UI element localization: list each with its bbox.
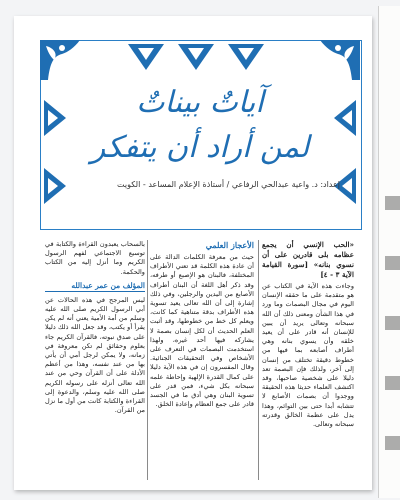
article-body-text: ليس المرجح في هذه الحالات عن أبي الرسول الكريم صلى الله عليه وسلم من أمة الأمية يعني أنه لم يكن يقرأ أو يكتب، وقد جعل الله ذلك دليلا على صدق نبوته، فالقرآن الكريم جاء بعلوم وحقائق لم تكن معروفة في زمانه، ولا يمكن لرجل أمي أن يأتي بها من عند نفسه، وهذا من أعظم الأدلة على أن القرآن وحي من عند الله تعالى أنزله على رسوله الكريم صلى الله عليه وسلم، والدعوة إلى القراءة والكتابة كانت من أول ما نزل من القرآن.: [45, 295, 145, 415]
article-title-line2: لمن أراد أن يتفكر: [90, 130, 310, 165]
article-body-text: وجاءت هذه الآية في الكتاب عن هو متقدمة على ما حققه الإنسان اليوم في مجال البصمات وما ورد في هذا الشأن ومعنى ذلك أن الله سبحانه وتعالى يريد أن يبين للإنسان أنه قادر على أن يعيد خلقه وأن يسوي بنانه وهي أطراف أصابعه بما فيها من خطوط دقيقة تختلف من إنسان إلى آخر، ولذلك فإن البصمة تعد دليلا على شخصية صاحبها، وقد اكتشف العلماء حديثا هذه الحقيقة ووجدوا أن بصمات الأصابع لا تتشابه أبدا حتى بين التوائم، وهذا يدل على عظمة الخالق وقدرته سبحانه وتعالى.: [262, 282, 354, 429]
article-body-text: حيث من معرفة الكلمات الدالة على أن عادة هذه الكلمة قد تعني الأطراف المختلفة، فالبنان هو الإصبع أو طرفه، وقد ذكر أهل اللغة أن البنان أطراف الأصابع من اليدين والرجلين، وفي ذلك إشارة إلى أن الله تعالى يعيد تسوية هذه الأطراف بدقة متناهية كما كانت، ويعلم كل خط من خطوطها، وقد أثبت العلم الحديث أن لكل إنسان بصمة لا يشاركه فيها أحد غيره، ولهذا استخدمت البصمات في التعرف على الأشخاص وفي التحقيقات الجنائية. وقال المفسرون إن في هذه الآية دليلا على كمال القدرة الإلهية وإحاطة علمه سبحانه بكل شيء، فمن قدر على تسوية البنان وهي أدق ما في الجسد قادر على جمع العظام وإعادة الخلق.: [150, 253, 254, 409]
section-heading: الأعجاز العلمي: [205, 240, 254, 250]
article-column-2: [150, 240, 254, 480]
article-body-text: بالسحاب يعبدون القراءة والكتابة في توسيع الاجتماعي لفهم الرسول الكريم وما أنزل إليه من الكتاب والحكمة.: [45, 240, 145, 276]
ornament-top-motif-icon: [228, 44, 264, 70]
adjacent-page-edge: [378, 6, 400, 498]
column-divider: [258, 240, 259, 480]
ornament-left-motif-icon: [44, 168, 66, 204]
article-byline: إعداد: د. واعية عبدالحي الرفاعي / أستاذة الإعلام المساعد - الكويت: [117, 180, 340, 189]
ornament-top-right-icon: [320, 40, 360, 80]
section-subheading: المؤلف من عمر عبدالله: [45, 281, 145, 292]
ornament-top-motif-icon: [128, 44, 164, 70]
article-column-1: [262, 240, 354, 480]
column-divider: [147, 240, 148, 480]
article-column-3: [45, 240, 145, 480]
article-intro-quote: «الحب الإنسي أن يجمع عظامه بلى قادرين على أن نسوي بنانه» [سورة القيامة الآية ٣ - ٤]: [262, 240, 354, 279]
ornament-top-left-icon: [40, 40, 80, 80]
article-title-line1: آياتٌ بيناتٌ: [136, 85, 264, 120]
ornament-top-motif-icon: [178, 44, 214, 70]
